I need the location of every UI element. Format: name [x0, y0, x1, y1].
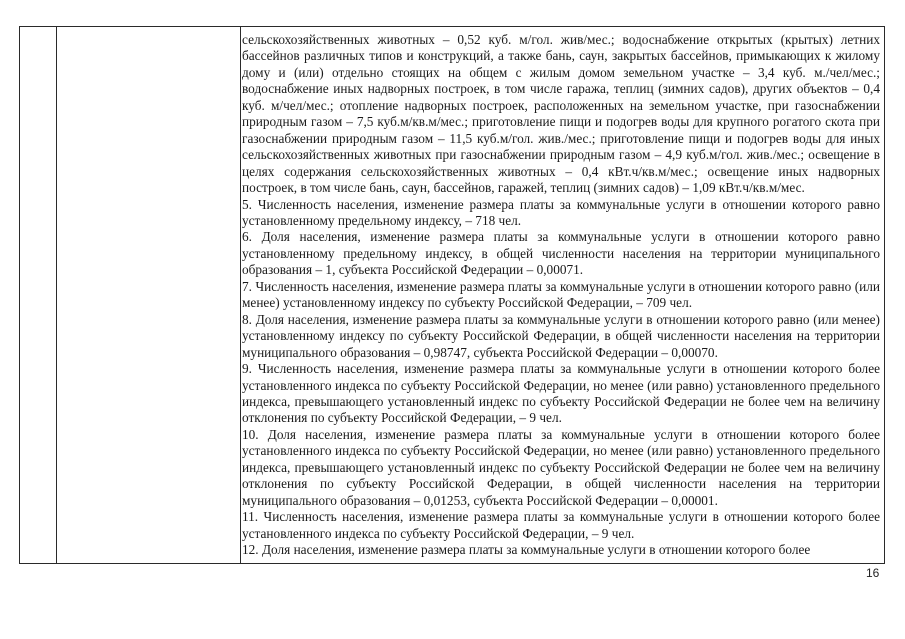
table-text-cell	[242, 32, 880, 563]
document-table	[19, 26, 885, 564]
paragraph-item-8: 8. Доля населения, изменение размера платы за коммунальные услуги в отношении которого равно (или менее) установленному индексу по субъекту Российской Федерации, в общей численности населения на территории муниципального образования – 0,98747, субъекта Российской Федерации – 0,00070.	[242, 311, 880, 360]
paragraph-item-6: 6. Доля населения, изменение размера платы за коммунальные услуги в отношении которого равно установленному предельному индексу, в общей численности населения на территории муниципального образования – 1, субъекта Российской Федерации – 0,00071.	[242, 229, 880, 278]
page-number: 16	[866, 566, 880, 580]
paragraph-item-9: 9. Численность населения, изменение размера платы за коммунальные услуги в отношении которого более установленного индекса по субъекту Российской Федерации, но менее (или равно) установленного предельного индекса, превышающего установленный индекс по субъекту Российской Федерации не более чем на величину отклонения по субъекту Российской Федерации, – 9 чел.	[242, 361, 880, 426]
paragraph-item-7: 7. Численность населения, изменение размера платы за коммунальные услуги в отношении которого равно (или менее) установленному индексу по субъекту Российской Федерации, – 709 чел.	[242, 278, 880, 311]
table-column-divider	[240, 27, 241, 563]
paragraph-item-10: 10. Доля населения, изменение размера платы за коммунальные услуги в отношении которого более установленного индекса по субъекту Российской Федерации, но менее (или равно) установленного предельного индекса, превышающего установленный индекс по субъекту Российской Федерации не более чем на величину отклонения по субъекту Российской Федерации, в общей численности населения на территории муниципального образования – 0,01253, субъекта Российской Федерации – 0,00001.	[242, 426, 880, 508]
paragraph-item-5: 5. Численность населения, изменение размера платы за коммунальные услуги в отношении которого равно установленному предельному индексу, – 718 чел.	[242, 196, 880, 228]
paragraph-item-12: 12. Доля населения, изменение размера платы за коммунальные услуги в отношении которого более	[242, 542, 811, 558]
paragraph-item-11: 11. Численность населения, изменение размера платы за коммунальные услуги в отношении которого более установленного индекса по субъекту Российской Федерации, – 9 чел.	[242, 509, 880, 541]
table-column-divider	[56, 27, 57, 563]
paragraph-consumption-norms: сельскохозяйственных животных – 0,52 куб. м/гол. жив/мес.; водоснабжение открытых (крытых) летних бассейнов различных типов и конструкций, а также бань, саун, закрытых бассейнов, примыкающих к жилому дому и (или) отдельно стоящих на общем с жилым домом земельном участке – 3,4 куб. м./чел/мес.; водоснабжение иных надворных построек, в том числе гаража, теплиц (зимних садов), других объектов – 0,4 куб. м/чел/мес.; отопление надворных построек, расположенных на земельном участке, при газоснабжении природным газом – 7,5 куб.м/кв.м/мес.; приготовление пищи и подогрев воды для крупного рогатого скота при газоснабжении природным газом – 11,5 куб.м/гол. жив./мес.; приготовление пищи и подогрев воды для иных сельскохозяйственных животных при газоснабжении природным газом – 4,9 куб.м/гол. жив./мес.; освещение в целях содержания сельскохозяйственных животных – 0,4 кВт.ч/кв.м/мес.; освещение иных надворных построек, в том числе бань, саун, бассейнов, гаражей, теплиц (зимних садов) – 1,09 кВт.ч/кв.м/мес.	[242, 32, 880, 196]
